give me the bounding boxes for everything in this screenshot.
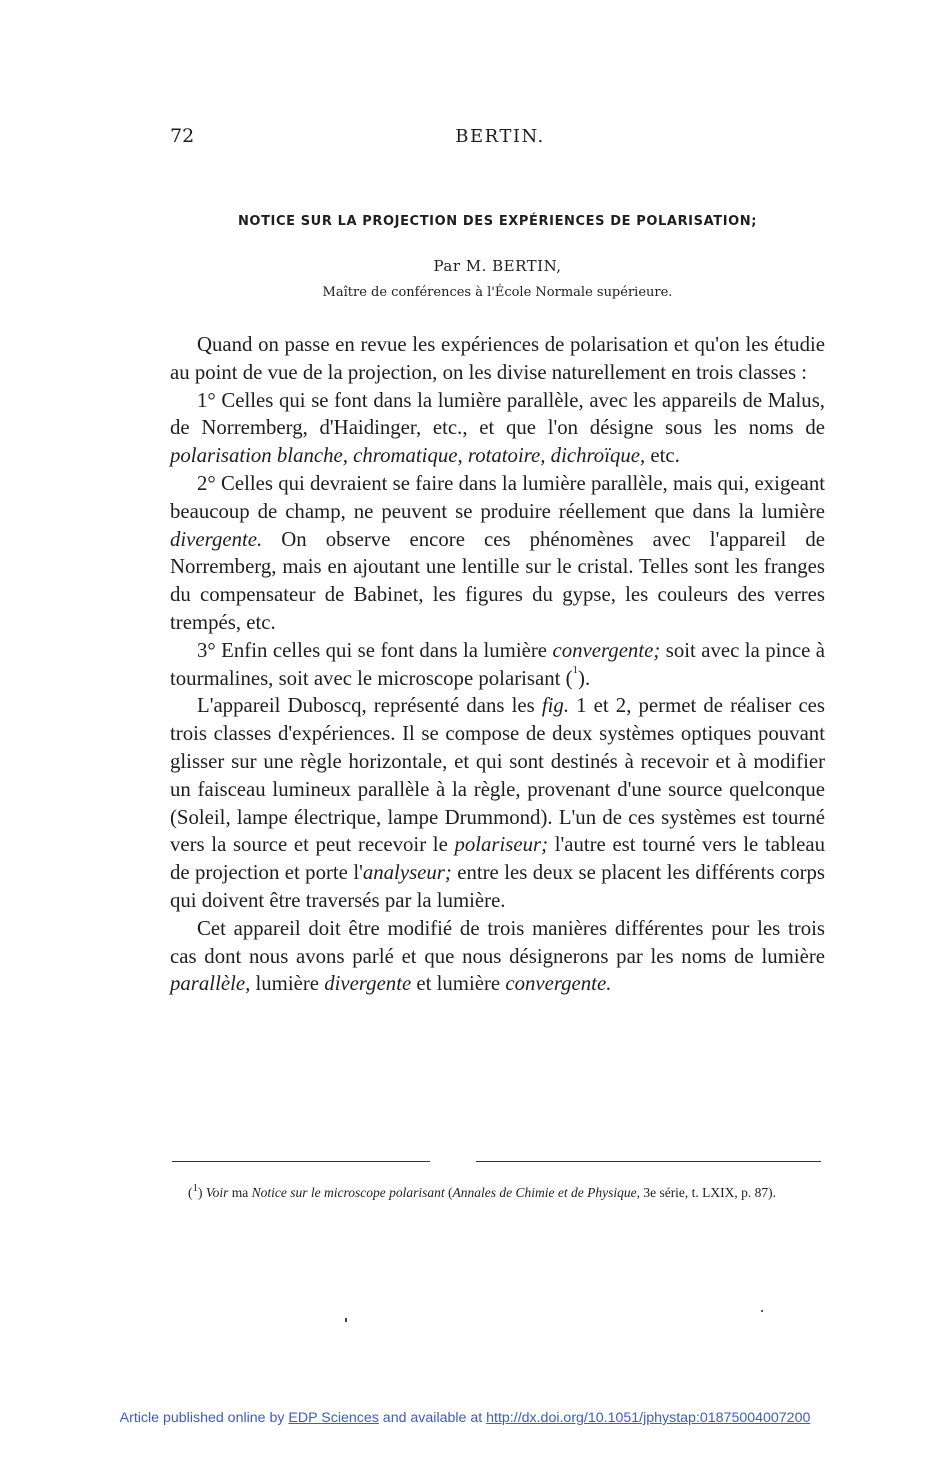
affiliation: Maître de conférences à l'École Normale supérieure. bbox=[322, 285, 673, 300]
scan-speck bbox=[345, 1318, 347, 1322]
page-number: 72 bbox=[170, 125, 195, 147]
italic-text: polarisation blanche, chromatique, rotatoire, dichroïque, bbox=[170, 444, 646, 468]
running-head: BERTIN. bbox=[455, 126, 545, 147]
text: On observe encore ces phénomènes avec l'appareil de Norremberg, mais en ajoutant une lentille sur le cristal. Telles sont les franges du compensateur de Babinet, les figures du gypse, les couleurs des verres trempés, etc. bbox=[170, 527, 825, 634]
italic-text: fig. bbox=[541, 694, 570, 718]
italic-text: parallèle, bbox=[170, 972, 251, 996]
text: et lumière bbox=[411, 972, 506, 996]
italic-text: convergente; bbox=[552, 638, 661, 662]
text: Quand on passe en revue les expériences de polarisation et qu'on les étudie au point de vue de la projection, on les divise naturellement en trois classes : bbox=[170, 333, 825, 384]
text: ). bbox=[578, 666, 591, 690]
text: soit avec la pince à tourmalines, soit avec le microscope polarisant ( bbox=[170, 638, 825, 690]
italic-text: divergente bbox=[324, 972, 412, 996]
text: lumière bbox=[250, 972, 325, 996]
doi-link[interactable]: http://dx.doi.org/10.1051/jphystap:01875004007200 bbox=[486, 1410, 811, 1426]
publisher-prefix: Article published online by bbox=[119, 1410, 289, 1426]
publisher-middle: and available at bbox=[378, 1410, 487, 1426]
text: entre les deux se placent les différents corps qui doivent être traversés par la lumière. bbox=[170, 861, 826, 912]
text: 3° Enfin celles qui se font dans la lumière bbox=[197, 638, 553, 662]
text: 1 et 2, permet de réaliser ces trois classes d'expériences. Il se compose de deux systèmes optiques pouvant glisser sur une règle horizontale, et qui sont destinés à recevoir et à modifier un faisceau lumineux parallèle à la règle, provenant d'une source quelconque (Soleil, lampe électrique, lampe Drummond). L'un de ces systèmes est tourné vers la source et peut recevoir le bbox=[170, 694, 826, 857]
article-title: NOTICE SUR LA PROJECTION DES EXPÉRIENCES DE POLARISATION; bbox=[237, 214, 758, 229]
paragraph-class-3 bbox=[170, 637, 825, 693]
italic-text: convergente. bbox=[505, 972, 612, 996]
paragraph-intro bbox=[170, 331, 825, 387]
italic-text: Annales de Chimie et de Physique, bbox=[452, 1185, 640, 1200]
footnote-ref: 1 bbox=[572, 663, 579, 676]
footnote-mark: 1 bbox=[192, 1182, 198, 1194]
italic-text: divergente. bbox=[170, 527, 263, 551]
italic-text: polariseur; bbox=[454, 833, 549, 857]
article-body bbox=[170, 331, 825, 998]
text: Cet appareil doit être modifié de trois manières différentes pour les trois cas dont nous avons parlé et que nous désignerons par les noms de lumière bbox=[170, 916, 825, 968]
edp-sciences-link[interactable]: EDP Sciences bbox=[288, 1410, 379, 1426]
scan-speck bbox=[761, 1310, 763, 1312]
byline: Par M. BERTIN, bbox=[433, 257, 562, 275]
text: l'autre est tourné vers le tableau de projection et porte l' bbox=[170, 833, 825, 885]
footnote-divider bbox=[476, 1161, 821, 1162]
paragraph-apparatus bbox=[170, 692, 825, 914]
text: 1° Celles qui se font dans la lumière parallèle, avec les appareils de Malus, de Norremberg, d'Haidinger, etc., et que l'on désigne sous les noms de bbox=[170, 388, 825, 440]
footnote-divider bbox=[172, 1161, 430, 1162]
paragraph-modifications bbox=[170, 915, 825, 998]
italic-text: Voir bbox=[205, 1185, 229, 1200]
text: L'appareil Duboscq, représenté dans les bbox=[197, 694, 542, 718]
text: 2° Celles qui devraient se faire dans la lumière parallèle, mais qui, exigeant beaucoup de champ, ne peuvent se produire réellement que dans la lumière bbox=[170, 471, 825, 523]
paragraph-class-2 bbox=[170, 470, 825, 637]
footnote bbox=[170, 1183, 825, 1202]
text: etc. bbox=[645, 444, 680, 468]
italic-text: analyseur; bbox=[362, 861, 452, 885]
publisher-notice bbox=[0, 1410, 930, 1426]
paragraph-class-1 bbox=[170, 387, 825, 470]
footnote-text: ($^1$) Voir ma Notice sur le microscope polarisant (Annales de Chimie et de Physique, 3e série, t. LXIX, p. 87). bbox=[188, 1182, 777, 1200]
italic-text: Notice sur le microscope polarisant bbox=[251, 1185, 445, 1200]
